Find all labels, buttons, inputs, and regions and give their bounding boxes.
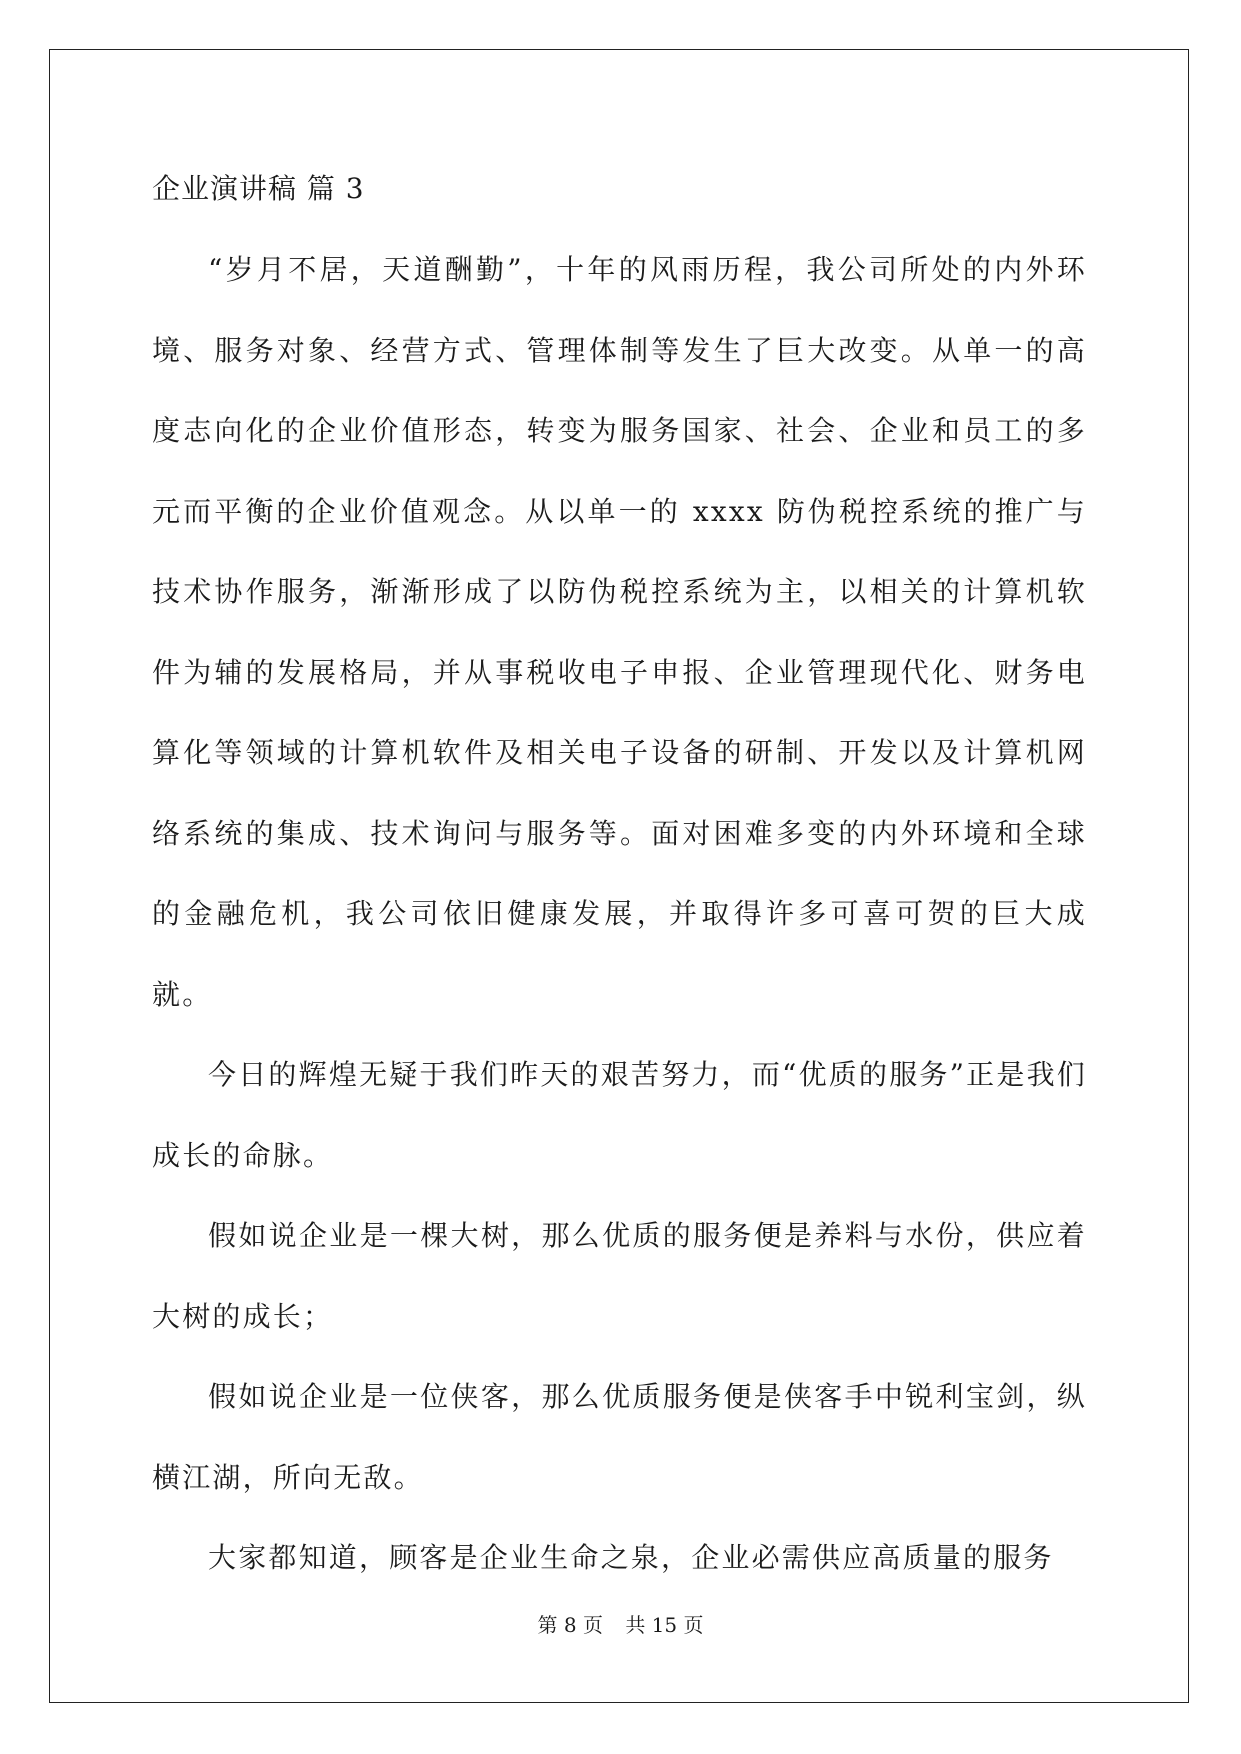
paragraph: 假如说企业是一位侠客，那么优质服务便是侠客手中锐利宝剑，纵横江湖，所向无敌。 bbox=[152, 1380, 1087, 1494]
paragraph: 假如说企业是一棵大树，那么优质的服务便是养料与水份，供应着大树的成长； bbox=[152, 1219, 1087, 1333]
paragraph: “岁月不居，天道酬勤”，十年的风雨历程，我公司所处的内外环境、服务对象、经营方式、管理体制等发生了巨大改变。从单一的高度志向化的企业价值形态，转变为服务国家、社会、企业和员工的多元而平衡的企业价值观念。从以单一的 xxxx 防伪税控系统的推广与技术协作服务，渐渐形成了以防伪税控系统为主，以相关的计算机软件为辅的发展格局，并从事税收电子申报、企业管理现代化、财务电算化等领域的计算机软件及相关电子设备的研制、开发以及计算机网络系统的集成、技术询问与服务等。面对困难多变的内外环境和全球的金融危机，我公司依旧健康发展，并取得许多可喜可贺的巨大成就。 bbox=[152, 253, 1087, 1011]
document-body bbox=[152, 164, 1087, 1599]
document-title: 企业演讲稿 篇 3 bbox=[152, 172, 365, 205]
page-number-total: 共 15 页 bbox=[625, 1613, 704, 1637]
paragraph: 大家都知道，顾客是企业生命之泉，企业必需供应高质量的服务 bbox=[208, 1541, 1054, 1574]
page-footer bbox=[0, 1612, 1241, 1638]
paragraph: 今日的辉煌无疑于我们昨天的艰苦努力，而“优质的服务”正是我们成长的命脉。 bbox=[152, 1058, 1087, 1172]
page-number-current: 第 8 页 bbox=[537, 1613, 603, 1637]
